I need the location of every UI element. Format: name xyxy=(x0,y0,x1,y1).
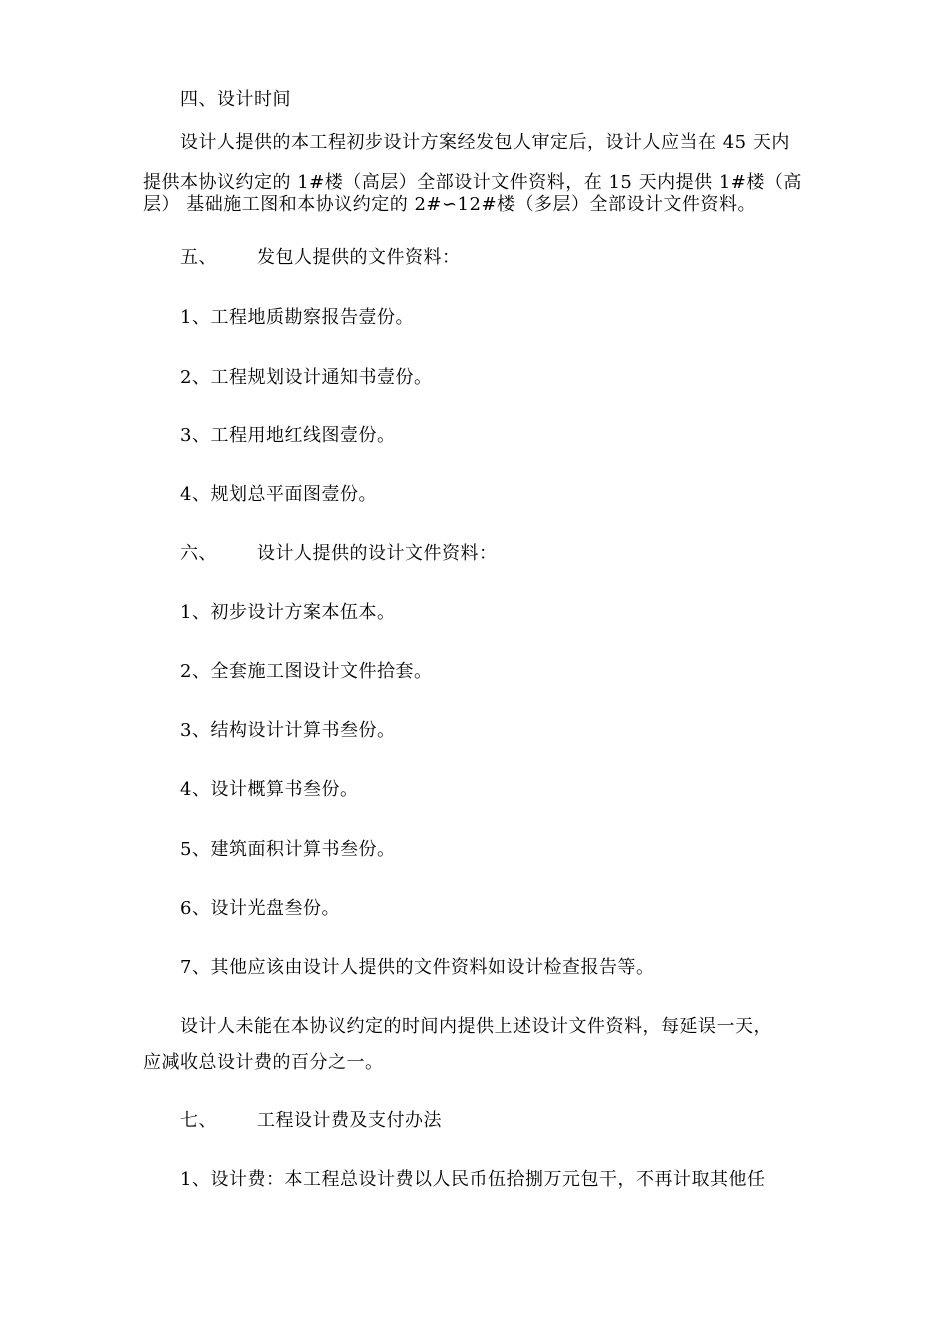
penalty-para-line-2: 应减收总设计费的百分之一。 xyxy=(143,1052,384,1073)
list-item: 1、工程地质勘察报告壹份。 xyxy=(180,307,414,328)
section-7-number: 七、 xyxy=(180,1110,217,1131)
section-6-number: 六、 xyxy=(180,543,217,564)
list-item: 2、工程规划设计通知书壹份。 xyxy=(180,367,433,388)
section-5-number: 五、 xyxy=(180,247,217,268)
list-item: 6、设计光盘叁份。 xyxy=(180,898,340,919)
list-item: 1、初步设计方案本伍本。 xyxy=(180,602,396,623)
list-item: 4、规划总平面图壹份。 xyxy=(180,484,377,505)
list-item: 5、建筑面积计算书叁份。 xyxy=(180,839,396,860)
section-4-para-line-3: 层） 基础施工图和本协议约定的 2#∽12#楼（多层）全部设计文件资料。 xyxy=(143,194,757,215)
section-4-para-line-1: 设计人提供的本工程初步设计方案经发包人审定后，设计人应当在 45 天内 xyxy=(180,132,790,153)
section-6-title: 设计人提供的设计文件资料： xyxy=(257,543,498,564)
list-item: 4、设计概算书叁份。 xyxy=(180,779,359,800)
list-item: 3、结构设计计算书叁份。 xyxy=(180,720,396,741)
list-item: 3、工程用地红线图壹份。 xyxy=(180,425,396,446)
list-item: 7、其他应该由设计人提供的文件资料如设计检查报告等。 xyxy=(180,957,655,978)
penalty-para-line-1: 设计人未能在本协议约定的时间内提供上述设计文件资料，每延误一天， xyxy=(180,1016,772,1037)
list-item: 2、全套施工图设计文件拾套。 xyxy=(180,661,433,682)
section-7-title: 工程设计费及支付办法 xyxy=(257,1110,442,1131)
section-5-title: 发包人提供的文件资料： xyxy=(257,247,461,268)
section-4-para-line-2: 提供本协议约定的 1#楼（高层）全部设计文件资料，在 15 天内提供 1#楼（高 xyxy=(143,172,802,193)
section-7-item-1: 1、设计费：本工程总设计费以人民币伍拾捌万元包干，不再计取其他任 xyxy=(180,1169,766,1190)
section-4-title: 四、设计时间 xyxy=(180,89,291,110)
